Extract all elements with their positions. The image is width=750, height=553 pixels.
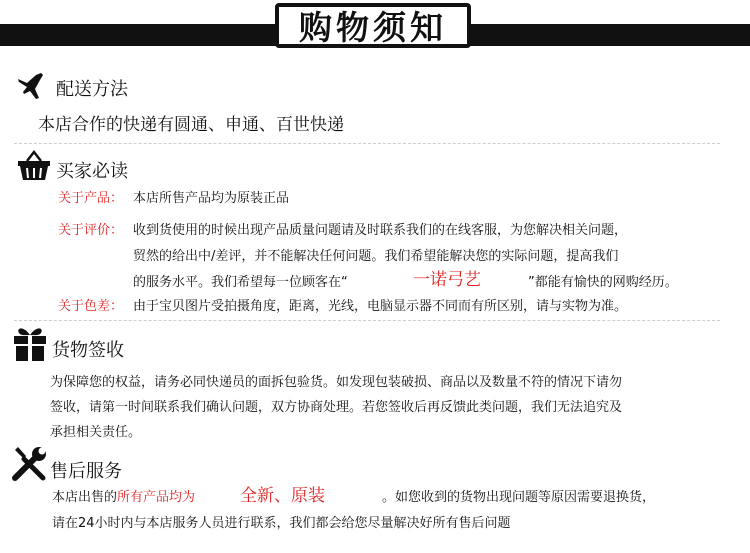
signing-title: 货物签收: [52, 340, 124, 361]
review-line-3-start: 的服务水平。我们希望每一位顾客在“: [133, 275, 348, 290]
new-original-highlight: 全新、原装: [240, 486, 325, 506]
divider: [14, 320, 720, 321]
review-line-3-end: ”都能有愉快的网购经历。: [528, 275, 678, 290]
buyer-title: 买家必读: [56, 161, 128, 182]
airplane-icon: [16, 70, 52, 100]
page-title: 购物须知: [299, 8, 447, 47]
aftersales-line-1-start: 本店出售的: [52, 490, 118, 505]
shopping-basket-icon: [16, 149, 52, 183]
banner-title-box: [275, 3, 471, 48]
aftersales-red-text: 所有产品均为: [117, 490, 196, 505]
color-label: 关于色差：: [58, 299, 124, 314]
wrench-screwdriver-icon: [10, 445, 48, 483]
signing-line-3: 承担相关责任。: [50, 425, 142, 440]
color-text: 由于宝贝图片受拍摄角度，距离，光线，电脑显示器不同而有所区别，请与实物为准。: [133, 299, 628, 314]
signing-line-2: 签收，请第一时间联系我们确认问题，双方协商处理。若您签收后再反馈此类问题，我们无法追究及: [50, 400, 623, 415]
signing-line-1: 为保障您的权益，请务必同快递员的面拆包验货。如发现包装破损、商品以及数量不符的情况下请勿: [50, 375, 623, 390]
review-line-1: 收到货使用的时候出现产品质量问题请及时联系我们的在线客服，为您解决相关问题，: [133, 223, 628, 238]
delivery-title: 配送方法: [56, 79, 128, 100]
aftersales-line-1-end: 。如您收到的货物出现问题等原因需要退换货，: [382, 490, 656, 505]
review-label: 关于评价：: [58, 223, 124, 238]
aftersales-title: 售后服务: [50, 461, 122, 482]
product-label: 关于产品：: [58, 191, 124, 206]
product-text: 本店所售产品均为原装正品: [133, 191, 290, 206]
review-line-2: 贸然的给出中/差评，并不能解决任何问题。我们希望能解决您的实际问题，提高我们: [133, 249, 619, 264]
shop-name-highlight: 一诺弓艺: [413, 270, 481, 290]
divider: [14, 143, 720, 144]
delivery-text: 本店合作的快递有圆通、申通、百世快递: [38, 115, 344, 135]
gift-box-icon: [12, 324, 48, 362]
aftersales-line-2: 请在24小时内与本店服务人员进行联系，我们都会给您尽量解决好所有售后问题: [52, 516, 511, 531]
